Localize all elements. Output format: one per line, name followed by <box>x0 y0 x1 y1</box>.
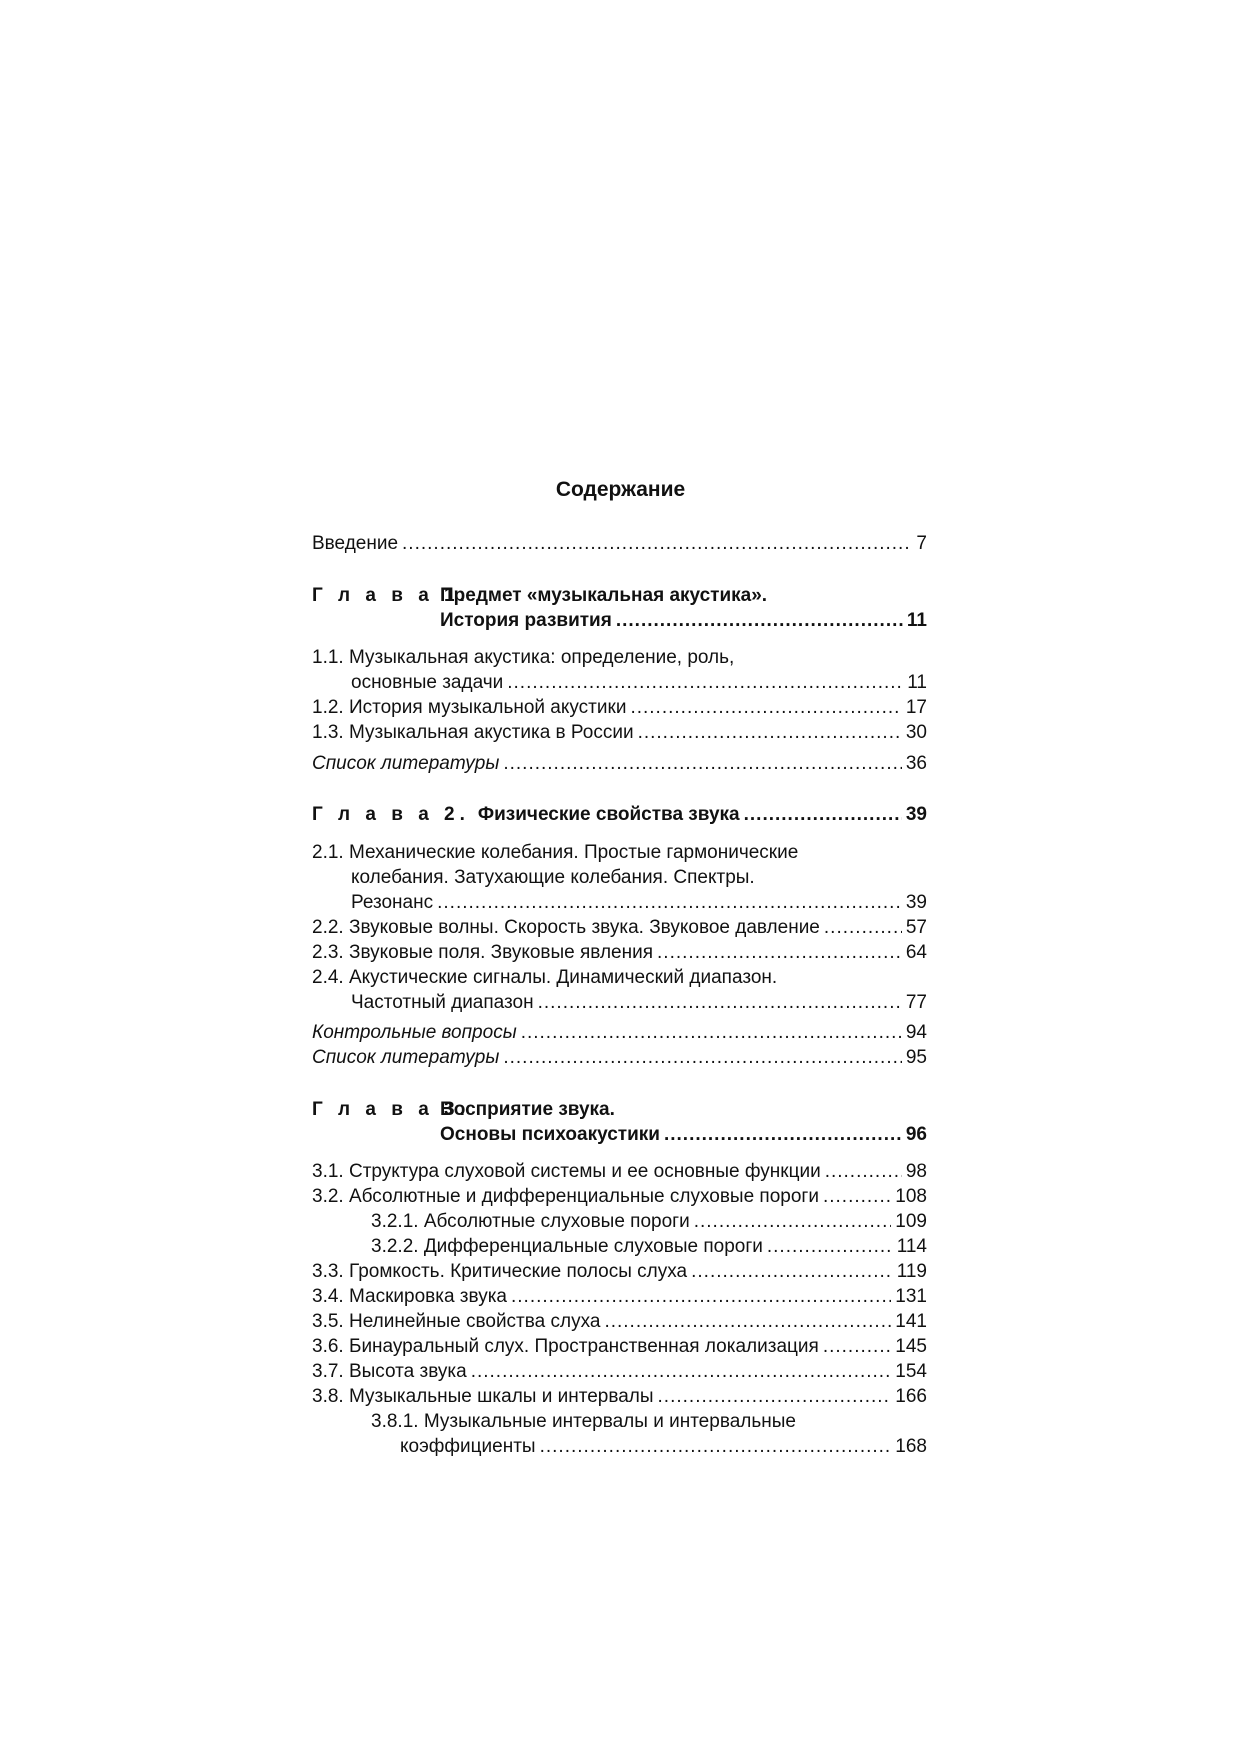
toc-entry-label: 3.8. Музыкальные шкалы и интервалы <box>312 1386 654 1407</box>
toc-page-number: 94 <box>905 1022 927 1043</box>
leader-dots <box>540 1434 892 1460</box>
toc-page-number: 30 <box>905 722 927 743</box>
toc-entry-3-8-1[interactable] <box>400 1434 927 1460</box>
leader-dots <box>604 1309 891 1335</box>
leader-dots <box>471 1359 892 1385</box>
chapter-prefix: Г л а в а 2. <box>312 804 470 825</box>
toc-entry-label: 3.2. Абсолютные и дифференциальные слуховые пороги <box>312 1186 819 1207</box>
toc-page-number: 57 <box>905 917 927 938</box>
toc-page-number: 39 <box>905 892 927 913</box>
toc-entry-label: Частотный диапазон <box>351 992 534 1013</box>
toc-entry-3-2[interactable] <box>312 1184 927 1210</box>
toc-entry-label: 3.3. Громкость. Критические полосы слуха <box>312 1261 688 1282</box>
toc-entry-label: 2.2. Звуковые волны. Скорость звука. Звуковое давление <box>312 917 820 938</box>
toc-entry-label: Резонанс <box>351 892 434 913</box>
leader-dots <box>402 531 912 557</box>
page-title: Содержание <box>555 478 686 501</box>
toc-entry-3-1[interactable] <box>312 1159 927 1185</box>
toc-entry-intro[interactable] <box>312 531 927 557</box>
toc-page-number: 131 <box>895 1286 927 1307</box>
toc-page-number: 141 <box>895 1311 927 1332</box>
toc-entry-label: 1.2. История музыкальной акустики <box>312 697 627 718</box>
leader-dots <box>825 1159 902 1185</box>
toc-page-number: 109 <box>895 1211 927 1232</box>
toc-entry-3-2-1[interactable] <box>371 1209 927 1235</box>
chapter-title: Предмет «музыкальная акустика». <box>440 585 768 606</box>
leader-dots <box>694 1209 892 1235</box>
toc-entry-1-literature[interactable] <box>312 751 927 777</box>
toc-page-number: 64 <box>905 942 927 963</box>
toc-page-number: 95 <box>905 1047 927 1068</box>
toc-entry-label: 2.3. Звуковые поля. Звуковые явления <box>312 942 654 963</box>
leader-dots <box>824 915 902 941</box>
leader-dots <box>823 1184 891 1210</box>
toc-entry-3-4[interactable] <box>312 1284 927 1310</box>
toc-page-number: 168 <box>895 1436 927 1457</box>
toc-entry-label: 3.6. Бинауральный слух. Пространственная локализация <box>312 1336 819 1357</box>
toc-entry-label: основные задачи <box>351 672 504 693</box>
toc-entry-label: История развития <box>440 610 612 631</box>
toc-entry-label: Список литературы <box>312 753 500 774</box>
toc-entry-label: Основы психоакустики <box>440 1124 660 1145</box>
toc-entry-label: 3.5. Нелинейные свойства слуха <box>312 1311 601 1332</box>
toc-entry-label: 3.4. Маскировка звука <box>312 1286 507 1307</box>
toc-entry-3-6[interactable] <box>312 1334 927 1360</box>
toc-page-number: 39 <box>905 804 927 825</box>
toc-page-number: 145 <box>895 1336 927 1357</box>
leader-dots <box>503 751 902 777</box>
leader-dots <box>437 890 902 916</box>
chapter-title: Физические свойства звука <box>477 804 740 825</box>
toc-entry-1-3[interactable] <box>312 720 927 746</box>
toc-entry-3-5[interactable] <box>312 1309 927 1335</box>
leader-dots <box>767 1234 893 1260</box>
toc-entry-label: 3.2.2. Дифференциальные слуховые пороги <box>371 1236 763 1257</box>
leader-dots <box>630 695 901 721</box>
toc-entry-chapter-1[interactable] <box>440 608 927 634</box>
leader-dots <box>638 720 902 746</box>
toc-page-number: 98 <box>905 1161 927 1182</box>
toc-page-number: 77 <box>905 992 927 1013</box>
toc-entry-2-literature[interactable] <box>312 1045 927 1071</box>
toc-page-number: 11 <box>906 610 927 631</box>
toc-entry-2-3[interactable] <box>312 940 927 966</box>
toc-entry-3-3[interactable] <box>312 1259 927 1285</box>
toc-entry-1-2[interactable] <box>312 695 927 721</box>
toc-page-number: 119 <box>896 1261 927 1282</box>
toc-entry-2-4-line1[interactable]: 2.4. Акустические сигналы. Динамический диапазон. <box>312 967 778 988</box>
toc-page-number: 96 <box>905 1124 927 1145</box>
toc-entry-2-questions[interactable] <box>312 1020 927 1046</box>
leader-dots <box>616 608 903 634</box>
toc-entry-2-1-line1[interactable]: 2.1. Механические колебания. Простые гармонические <box>312 842 799 863</box>
leader-dots <box>521 1020 902 1046</box>
chapter-prefix: Г л а в а 3. <box>312 1099 470 1120</box>
toc-entry-3-8[interactable] <box>312 1384 927 1410</box>
toc-page-number: 7 <box>916 533 927 554</box>
toc-entry-label: Контрольные вопросы <box>312 1022 517 1043</box>
toc-entry-label: Введение <box>312 533 399 554</box>
toc-page-number: 114 <box>896 1236 927 1257</box>
toc-entry-3-2-2[interactable] <box>371 1234 927 1260</box>
leader-dots <box>507 670 903 696</box>
chapter-1-heading[interactable] <box>312 583 768 609</box>
chapter-prefix: Г л а в а 1. <box>312 585 470 606</box>
leader-dots <box>657 940 902 966</box>
toc-entry-1-1-line1[interactable]: 1.1. Музыкальная акустика: определение, роль, <box>312 647 735 668</box>
toc-entry-chapter-3[interactable] <box>440 1122 927 1148</box>
toc-page-number: 11 <box>907 672 927 693</box>
leader-dots <box>691 1259 893 1285</box>
toc-entry-1-1[interactable] <box>351 670 927 696</box>
toc-entry-2-1[interactable] <box>351 890 927 916</box>
toc-page-number: 36 <box>905 753 927 774</box>
leader-dots <box>744 802 902 828</box>
toc-entry-2-1-line2[interactable]: колебания. Затухающие колебания. Спектры. <box>351 867 755 888</box>
leader-dots <box>664 1122 902 1148</box>
toc-page-number: 17 <box>905 697 927 718</box>
leader-dots <box>823 1334 891 1360</box>
leader-dots <box>503 1045 902 1071</box>
toc-entry-2-2[interactable] <box>312 915 927 941</box>
leader-dots <box>511 1284 891 1310</box>
chapter-title: Восприятие звука. <box>440 1099 615 1120</box>
toc-entry-label: 3.1. Структура слуховой системы и ее основные функции <box>312 1161 821 1182</box>
toc-page-number: 154 <box>895 1361 927 1382</box>
toc-entry-label: 3.2.1. Абсолютные слуховые пороги <box>371 1211 690 1232</box>
toc-entry-label: коэффициенты <box>400 1436 536 1457</box>
leader-dots <box>538 990 902 1016</box>
chapter-3-heading[interactable] <box>312 1097 615 1123</box>
toc-entry-label: Список литературы <box>312 1047 500 1068</box>
toc-entry-2-4[interactable] <box>351 990 927 1016</box>
toc-entry-label: 1.3. Музыкальная акустика в России <box>312 722 634 743</box>
toc-entry-3-7[interactable] <box>312 1359 927 1385</box>
toc-entry-label: 3.7. Высота звука <box>312 1361 467 1382</box>
leader-dots <box>658 1384 892 1410</box>
toc-entry-3-8-1-line1[interactable]: 3.8.1. Музыкальные интервалы и интервальные <box>371 1411 796 1432</box>
toc-page-number: 108 <box>895 1186 927 1207</box>
toc-entry-chapter-2[interactable] <box>312 802 927 828</box>
toc-page-number: 166 <box>895 1386 927 1407</box>
